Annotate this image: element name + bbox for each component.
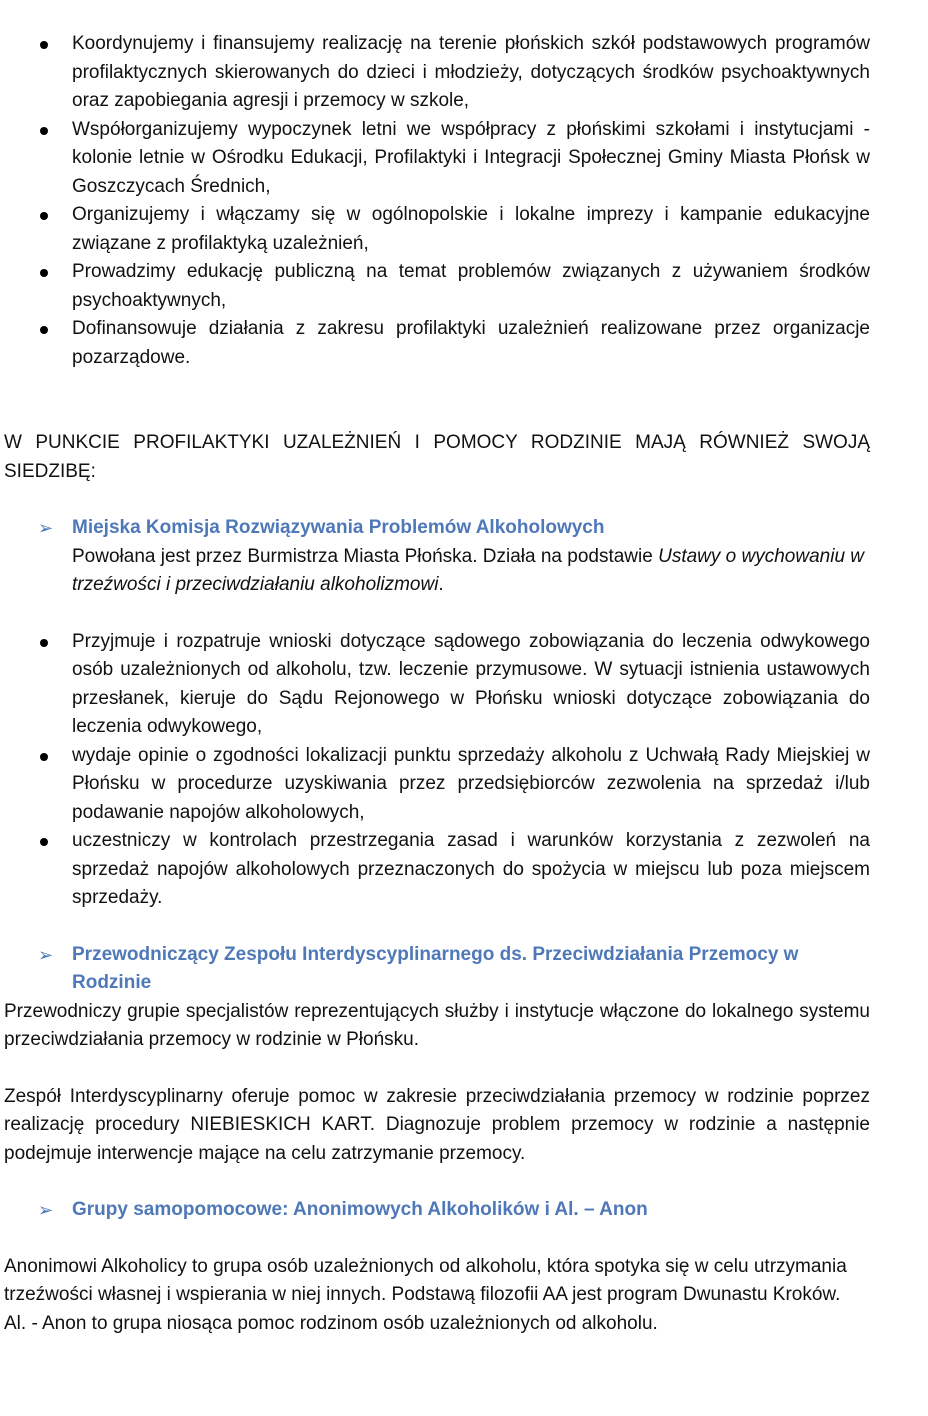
arrow-bullet-icon: ➢ (38, 944, 54, 965)
list-item: wydaje opinie o zgodności lokalizacji punktu sprzedaży alkoholu z Uchwałą Rady Miejskiej w Płońsku w procedurze uzyskiwania przez przedsiębiorców zezwolenia na sprzedaż i/lub podawanie napojów alkoholowych, (4, 742, 870, 828)
list-item: Prowadzimy edukację publiczną na temat problemów związanych z używaniem środków psychoaktywnych, (4, 258, 870, 315)
bullet-dot-icon (40, 639, 48, 647)
list-item: uczestniczy w kontrolach przestrzegania zasad i warunków korzystania z zezwoleń na sprzedaż napojów alkoholowych przeznaczonych do spożycia w miejscu lub poza miejscem sprzedaży. (4, 827, 870, 913)
bullet-dot-icon (40, 127, 48, 135)
groups-heading: ➢ Grupy samopomocowe: Anonimowych Alkoholików i Al. – Anon (4, 1196, 870, 1225)
commission-heading: ➢ Miejska Komisja Rozwiązywania Problemów Alkoholowych (4, 514, 870, 543)
list-item: Dofinansowuje działania z zakresu profilaktyki uzależnień realizowane przez organizacje pozarządowe. (4, 315, 870, 372)
seat-heading: W PUNKCIE PROFILAKTYKI UZALEŻNIEŃ I POMOCY RODZINIE MAJĄ RÓWNIEŻ SWOJĄ SIEDZIBĘ: (4, 432, 870, 482)
arrow-bullet-icon: ➢ (38, 518, 54, 538)
team-paragraph-1: Przewodniczy grupie specjalistów reprezentujących służby i instytucje włączone do lokalnego systemu przeciwdziałania przemocy w rodzinie w Płońsku. (4, 1000, 870, 1050)
arrow-bullet-icon: ➢ (38, 1200, 54, 1220)
commission-description: Powołana jest przez Burmistrza Miasta Płońska. Działa na podstawie Ustawy o wychowaniu w trzeźwości i przeciwdziałaniu alkoholizmowi. (72, 545, 865, 595)
document-page (4, 30, 870, 1338)
groups-paragraph-2: Al. - Anon to grupa niosąca pomoc rodzinom osób uzależnionych od alkoholu. (4, 1312, 658, 1334)
list-item: Organizujemy i włączamy się w ogólnopolskie i lokalne imprezy i kampanie edukacyjne związane z profilaktyką uzależnień, (4, 201, 870, 258)
list-item: Przyjmuje i rozpatruje wnioski dotyczące sądowego zobowiązania do leczenia odwykowego osób uzależnionych od alkoholu, tzw. leczenie przymusowe. W sytuacji istnienia ustawowych przesłanek, kieruje do Sądu Rejonowego w Płońsku wnioski dotyczące zobowiązania do leczenia odwykowego, (4, 628, 870, 742)
team-heading: ➢ Przewodniczący Zespołu Interdyscyplinarnego ds. Przeciwdziałania Przemocy w Rodzinie (4, 941, 870, 998)
bullet-dot-icon (40, 326, 48, 334)
commission-bullet-list (4, 628, 870, 913)
bullet-dot-icon (40, 41, 48, 49)
bullet-dot-icon (40, 838, 48, 846)
groups-paragraph-1: Anonimowi Alkoholicy to grupa osób uzależnionych od alkoholu, która spotyka się w celu utrzymania trzeźwości własnej i wspierania w niej innych. Podstawą filozofii AA jest program Dwunastu Kroków. (4, 1255, 847, 1305)
intro-bullet-list (4, 30, 870, 372)
bullet-dot-icon (40, 753, 48, 761)
bullet-dot-icon (40, 212, 48, 220)
bullet-dot-icon (40, 269, 48, 277)
team-paragraph-2: Zespół Interdyscyplinarny oferuje pomoc w zakresie przeciwdziałania przemocy w rodzinie poprzez realizację procedury NIEBIESKICH KART. Diagnozuje problem przemocy w rodzinie a następnie podejmuje interwencje mające na celu zatrzymanie przemocy. (4, 1085, 870, 1164)
list-item: Koordynujemy i finansujemy realizację na terenie płońskich szkół podstawowych programów profilaktycznych skierowanych do dzieci i młodzieży, dotyczących środków psychoaktywnych oraz zapobiegania agresji i przemocy w szkole, (4, 30, 870, 116)
list-item: Współorganizujemy wypoczynek letni we współpracy z płońskimi szkołami i instytucjami - kolonie letnie w Ośrodku Edukacji, Profilaktyki i Integracji Społecznej Gminy Miasta Płońsk w Goszczycach Średnich, (4, 116, 870, 202)
